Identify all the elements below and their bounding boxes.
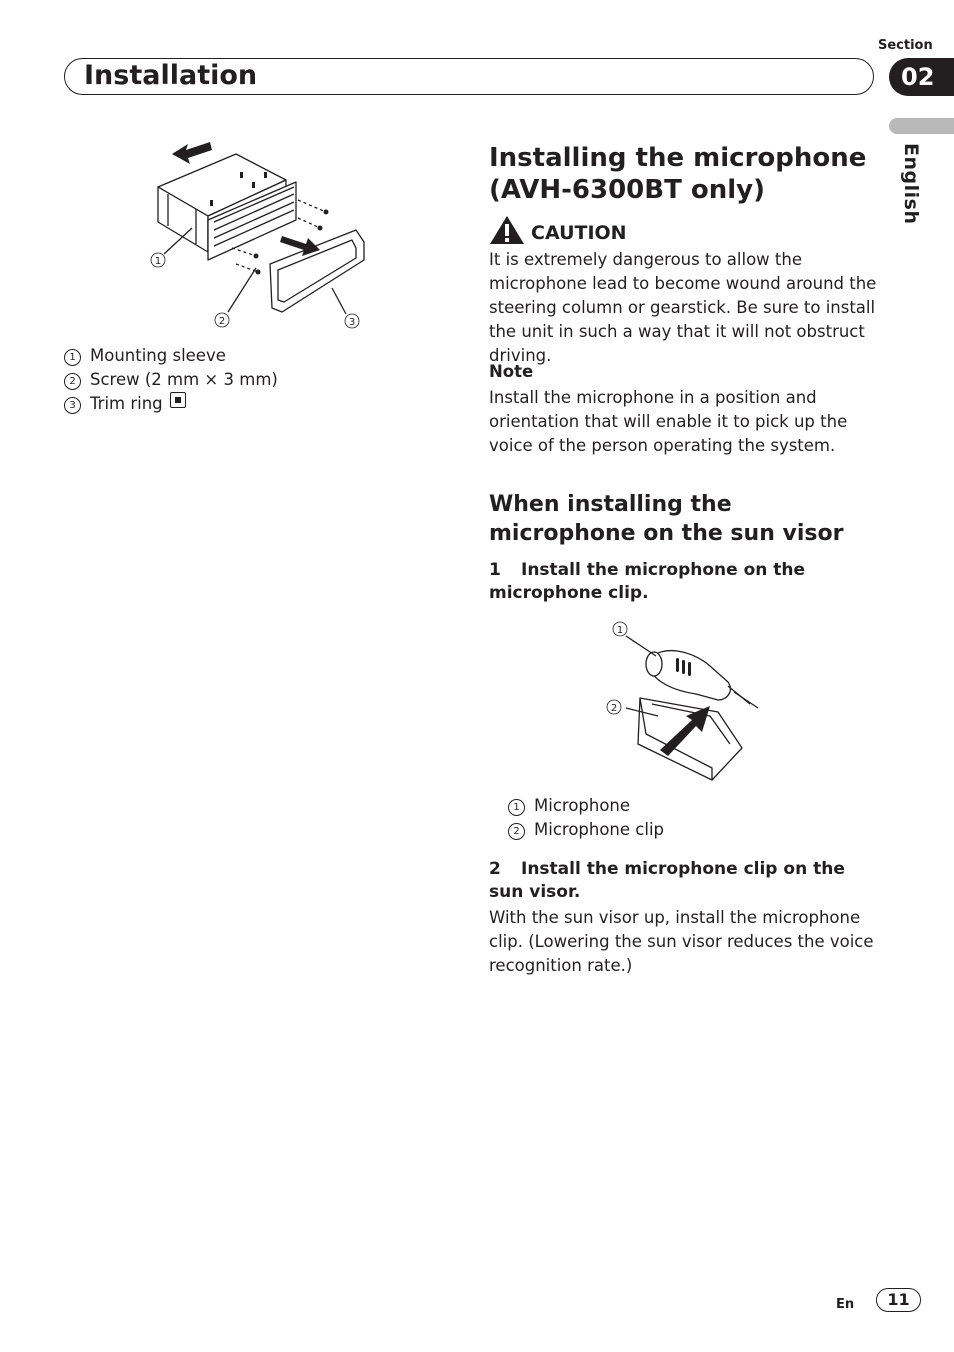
language-tab-bar: [889, 118, 954, 134]
section-heading: Installing the microphone (AVH-6300BT only): [489, 143, 867, 205]
legend-label: Microphone: [534, 796, 631, 815]
figure1-callout-3: 3: [348, 317, 356, 328]
legend-label: Mounting sleeve: [90, 346, 226, 365]
legend-item: [508, 818, 664, 842]
step-number: 2: [489, 859, 501, 879]
step-number: 1: [489, 560, 501, 580]
footer-language-code: En: [836, 1297, 855, 1312]
legend-number: 3: [64, 397, 81, 414]
figure2-callout-1: 1: [616, 625, 624, 636]
caution-text: It is extremely dangerous to allow the microphone lead to become wound around the steering column or gearstick. Be sure to install the unit in such a way that it will not obstruct driving.: [489, 250, 877, 365]
figure1-legend: [64, 344, 278, 416]
installation-diagram: [148, 142, 374, 338]
legend-item: [64, 368, 278, 392]
note-heading: Note: [489, 362, 534, 381]
end-of-section-icon: [170, 392, 186, 408]
legend-label: Trim ring: [90, 394, 163, 413]
section-label: Section: [878, 38, 933, 53]
legend-number: 2: [508, 823, 525, 840]
step-text: Install the microphone clip on the sun visor.: [489, 859, 845, 902]
legend-item: [64, 392, 278, 416]
caution-label: CAUTION: [531, 222, 627, 244]
note-text: Install the microphone in a position and orientation that will enable it to pick up the voice of the person operating the system.: [489, 388, 848, 455]
figure2-callout-2: 2: [610, 703, 618, 714]
legend-number: 2: [64, 373, 81, 390]
step-text: Install the microphone on the microphone clip.: [489, 560, 806, 603]
legend-item: [508, 794, 664, 818]
figure2-legend: [508, 794, 664, 842]
legend-item: [64, 344, 278, 368]
legend-label: Screw (2 mm × 3 mm): [90, 370, 278, 389]
legend-number: 1: [64, 349, 81, 366]
step-2-body: With the sun visor up, install the microphone clip. (Lowering the sun visor reduces the voice recognition rate.): [489, 908, 874, 975]
legend-label: Microphone clip: [534, 820, 665, 839]
legend-number: 1: [508, 799, 525, 816]
warning-icon: [489, 215, 525, 245]
figure1-callout-1: 1: [154, 256, 162, 267]
caution-heading: [489, 215, 879, 249]
page-number: 11: [876, 1288, 921, 1312]
subsection-heading: When installing the microphone on the sun visor: [489, 492, 844, 546]
section-number-tab: 02: [889, 58, 954, 96]
step-2: [489, 858, 879, 904]
microphone-clip-diagram: [600, 616, 768, 784]
page-title: Installation: [84, 60, 258, 91]
figure1-callout-2: 2: [218, 316, 226, 327]
step-1: [489, 559, 879, 605]
language-label: English: [900, 143, 922, 225]
